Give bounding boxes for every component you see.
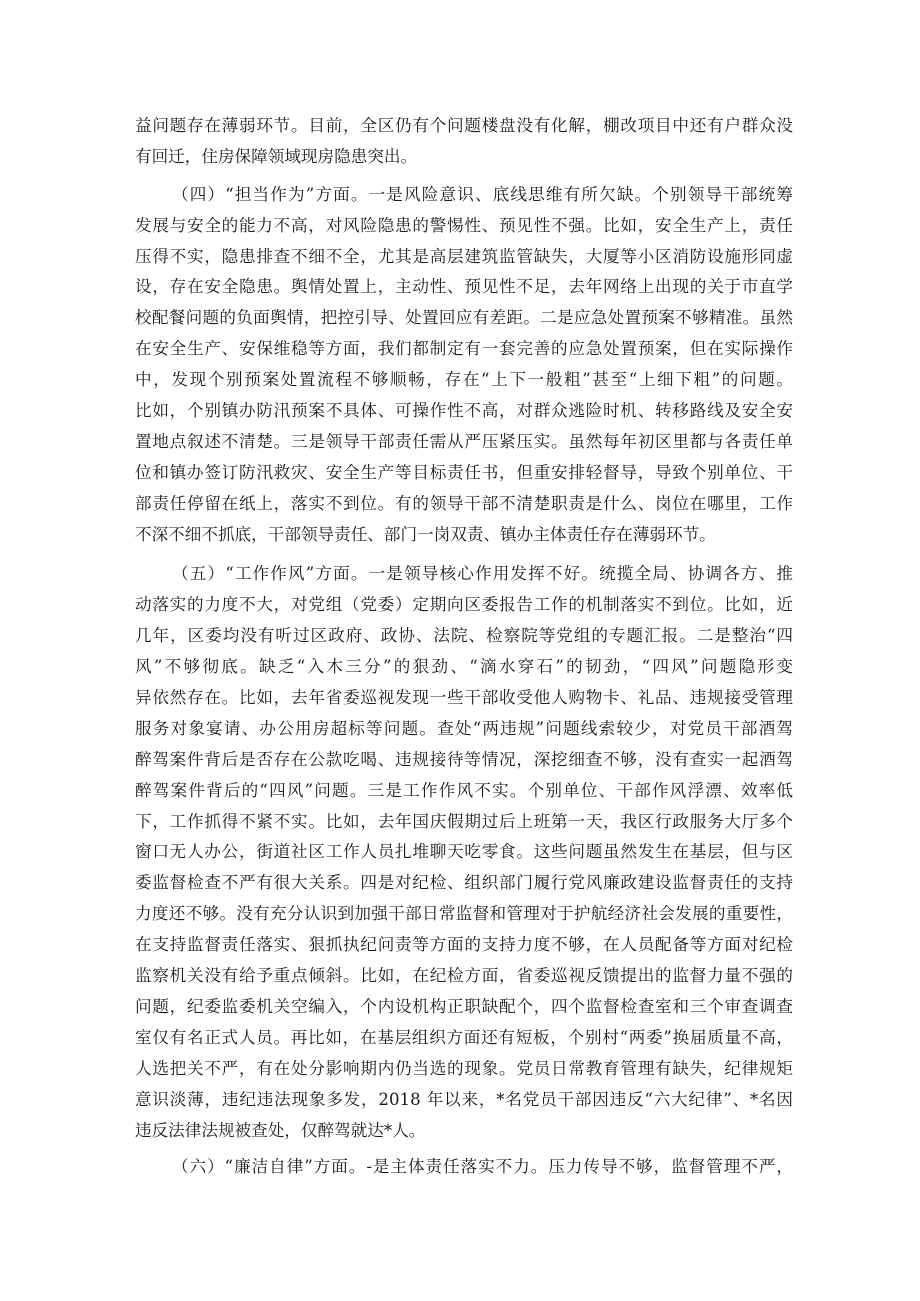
text-line: 不深不细不抓底，干部领导责任、部门一岗双责、镇办主体责任存在薄弱环节。: [135, 524, 716, 544]
text-line: 异依然存在。比如，去年省委巡视发现一些干部收受他人购物卡、礼品、违规接受管理: [135, 688, 793, 708]
text-line: 窗口无人办公，街道社区工作人员扎堆聊天吃零食。这些问题虽然发生在基层，但与区: [135, 842, 793, 862]
text-line: 室仅有名正式人员。再比如，在基层组织方面还有短板，个别村“两委”换届质量不高，: [135, 1027, 793, 1047]
text-line: 醉驾案件背后是否存在公款吃喝、违规接待等情况，深挖细查不够，没有查实一起酒驾: [135, 749, 793, 769]
text-line: 益问题存在薄弱环节。目前，全区仍有个问题楼盘没有化解，棚改项目中还有户群众没: [135, 116, 793, 135]
text-line: 意识淡薄，违纪违法现象多发，2018 年以来，*名党员干部因违反“六大纪律”、*名因: [135, 1089, 793, 1109]
text-line: 监察机关没有给予重点倾斜。比如，在纪检方面，省委巡视反馈提出的监督力量不强的: [135, 966, 793, 986]
text-line: 中，发现个别预案处置流程不够顺畅，存在“上下一般粗”甚至“上细下粗”的问题。: [135, 370, 793, 390]
text-line: 服务对象宴请、办公用房超标等问题。查处“两违规”问题线索较少，对党员干部酒驾: [135, 718, 793, 738]
section-heading-line: （六）“廉洁自律”方面。-是主体责任落实不力。压力传导不够，监督管理不严，: [172, 1157, 793, 1177]
paragraph-section-4: [135, 180, 793, 551]
paragraph-section-5: [135, 559, 793, 1146]
text-line: 人选把关不严，有在处分影响期内仍当选的现象。党员日常教育管理有缺失，纪律规矩: [135, 1058, 793, 1078]
text-line: 校配餐问题的负面舆情，把控引导、处置回应有差距。二是应急处置预案不够精准。虽然: [135, 308, 793, 328]
text-line: 动落实的力度不大，对党组（党委）定期向区委报告工作的机制落实不到位。比如，近: [135, 595, 793, 615]
text-line: 有回迁，住房保障领域现房隐患突出。: [135, 146, 418, 166]
text-line: 问题，纪委监委机关空编入，个内设机构正职缺配个，四个监督检查室和三个审查调查: [135, 996, 793, 1016]
paragraph-section-6: [135, 1152, 793, 1183]
text-line: 压得不实，隐患排查不细不全，尤其是高层建筑监管缺失，大厦等小区消防设施形同虚: [135, 246, 793, 266]
text-line: 比如，个别镇办防汛预案不具体、可操作性不高，对群众逃险时机、转移路线及安全安: [135, 401, 793, 421]
text-line: 力度还不够。没有充分认识到加强干部日常监督和管理对于护航经济社会发展的重要性，: [135, 904, 793, 924]
section-heading-line: （五）“工作作风”方面。一是领导核心作用发挥不好。统揽全局、协调各方、推: [172, 564, 793, 584]
text-line: 部责任停留在纸上，落实不到位。有的领导干部不清楚职责是什么、岗位在哪里，工作: [135, 493, 793, 513]
text-line: 风”不够彻底。缺乏“入木三分”的狠劲、“滴水穿石”的韧劲，“四风”问题隐形变: [135, 657, 793, 677]
paragraph-continued: [135, 111, 793, 173]
text-line: 位和镇办签订防汛救灾、安全生产等目标责任书，但重安排轻督导，导致个别单位、干: [135, 462, 793, 482]
text-line: 设，存在安全隐患。舆情处置上，主动性、预见性不足，去年网络上出现的关于市直学: [135, 277, 793, 297]
text-line: 几年，区委均没有听过区政府、政协、法院、检察院等党组的专题汇报。二是整治“四: [135, 626, 793, 646]
section-heading-line: （四）“担当作为”方面。一是风险意识、底线思维有所欠缺。个别领导干部统筹: [172, 184, 793, 204]
text-line: 在支持监督责任落实、狠抓执纪问责等方面的支持力度不够，在人员配备等方面对纪检: [135, 935, 793, 955]
text-line: 醉驾案件背后的“四风”问题。三是工作作风不实。个别单位、干部作风浮漂、效率低: [135, 780, 793, 800]
text-line: 置地点叙述不清楚。三是领导干部责任需从严压紧压实。虽然每年初区里都与各责任单: [135, 431, 793, 451]
text-line: 发展与安全的能力不高，对风险隐患的警惕性、预见性不强。比如，安全生产上，责任: [135, 215, 793, 235]
text-line: 在安全生产、安保维稳等方面，我们都制定有一套完善的应急处置预案，但在实际操作: [135, 339, 793, 359]
text-line: 委监督检查不严有很大关系。四是对纪检、组织部门履行党风廉政建设监督责任的支持: [135, 873, 793, 893]
text-line: 违反法律法规被查处，仅醉驾就达*人。: [135, 1120, 426, 1140]
text-line: 下，工作抓得不紧不实。比如，去年国庆假期过后上班第一天，我区行政服务大厅多个: [135, 811, 793, 831]
